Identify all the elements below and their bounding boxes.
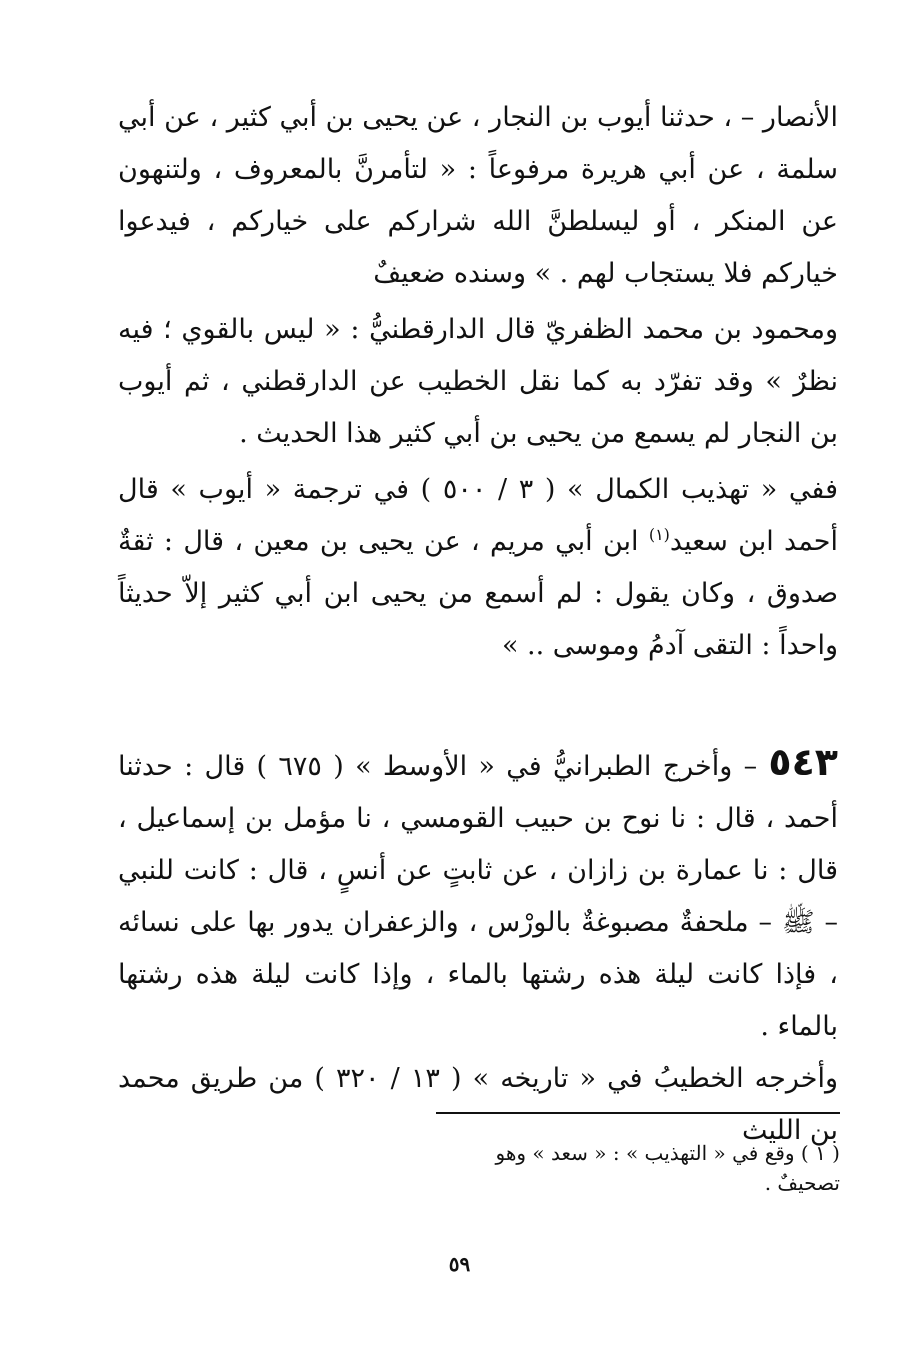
section-gap: [118, 672, 838, 736]
paragraph-3-text-b: ابن أبي مريم ، عن يحيى بن معين ، قال : ثقةٌ صدوق ، وكان يقول : لم أسمع من يحيى ابن أبي كثير إلاّ حديثاً واحداً : التقى آدمُ وموسى .. »: [118, 526, 838, 661]
footnote-divider: [436, 1112, 840, 1114]
hadith-paragraph: [118, 736, 838, 1053]
paragraph-2: ومحمود بن محمد الظفريّ قال الدارقطنيُّ : « ليس بالقوي ؛ فيه نظرٌ » وقد تفرّد به كما نقل الخطيب عن الدارقطني ، ثم أيوب بن النجار لم يسمع من يحيى بن أبي كثير هذا الحديث .: [118, 314, 838, 449]
paragraph-1: الأنصار – ، حدثنا أيوب بن النجار ، عن يحيى بن أبي كثير ، عن أبي سلمة ، عن أبي هريرة مرفوعاً : « لتأمرنَّ بالمعروف ، ولتنهون عن المنكر ، أو ليسلطنَّ الله شراركم على خياركم ، فيدعوا خياركم فلا يستجاب لهم . » وسنده ضعيفٌ: [118, 102, 838, 289]
paragraph-3: [118, 464, 838, 672]
footnote: ( ١ ) وقع في « التهذيب » : « سعد » وهو تصحيفٌ .: [495, 1141, 840, 1195]
hadith-number: ٥٤٣: [768, 740, 838, 784]
paragraph-5: وأخرجه الخطيبُ في « تاريخه » ( ١٣ / ٣٢٠ ) من طريق محمد بن الليث: [118, 1063, 838, 1146]
paragraph-3-text-a: ففي « تهذيب الكمال » ( ٣ / ٥٠٠ ) في ترجمة « أيوب » قال أحمد ابن سعيد: [118, 474, 838, 557]
hadith-text: – وأخرج الطبرانيُّ في « الأوسط » ( ٦٧٥ ) قال : حدثنا أحمد ، قال : نا نوح بن حبيب القومسي ، نا مؤمل بن إسماعيل ، قال : نا عمارة بن زازان ، عن ثابتٍ عن أنسٍ ، قال : كانت للنبي – ﷺ – ملحفةٌ مصبوغةٌ بالورْس ، والزعفران يدور بها على نسائه ، فإذا كانت ليلة هذه رشتها بالماء ، وإذا كانت ليلة هذه رشتها بالماء .: [118, 751, 838, 1042]
footnote-reference[interactable]: (١): [648, 525, 670, 544]
page-body: [118, 92, 838, 1157]
page-number: ٥٩: [448, 1252, 471, 1276]
